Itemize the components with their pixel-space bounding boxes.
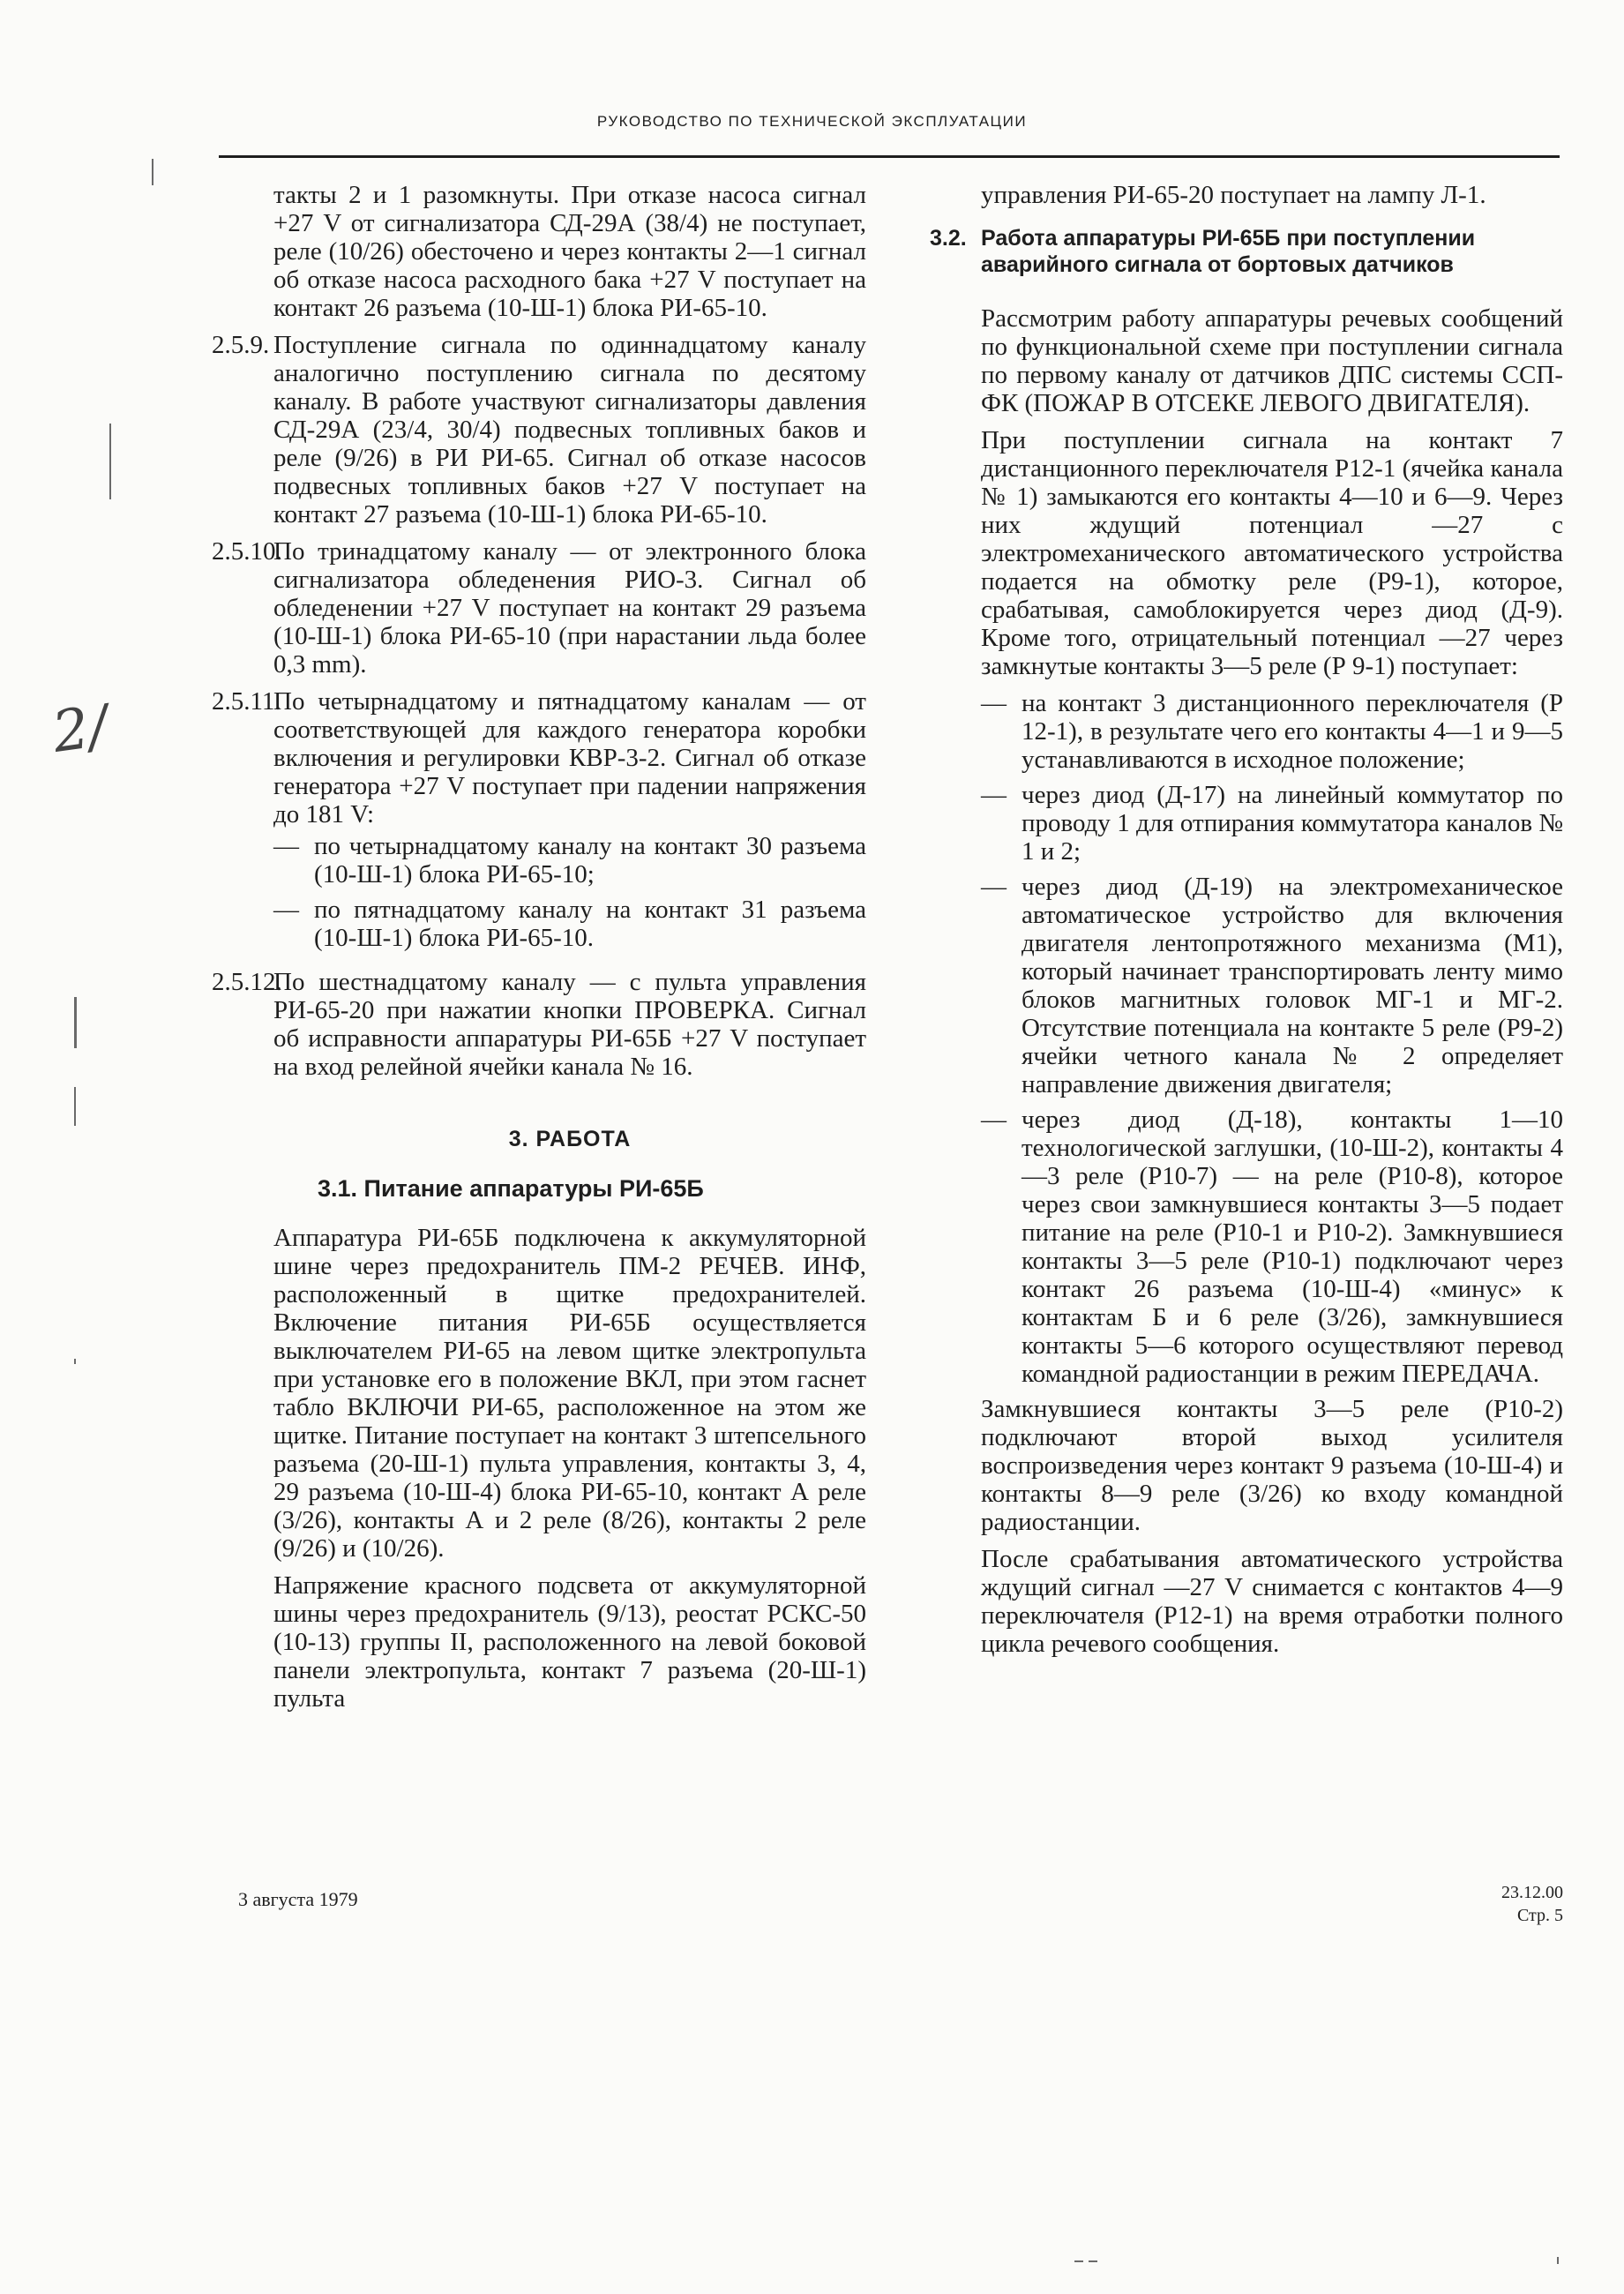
document-header: РУКОВОДСТВО ПО ТЕХНИЧЕСКОЙ ЭКСПЛУАТАЦИИ (596, 113, 1028, 130)
dash-bullet: — (273, 896, 299, 924)
header-rule (219, 155, 1560, 158)
dash-list-item (981, 1106, 1563, 1388)
dash-list-item (981, 873, 1563, 1098)
dash-bullet: — (981, 1106, 1007, 1134)
handwritten-margin-mark: 2/ (49, 693, 113, 766)
dash-bullet: — (273, 832, 299, 860)
item-number: 2.5.9. (212, 331, 270, 359)
subsection-title-3-2 (930, 225, 1563, 278)
left-intro-paragraph: такты 2 и 1 разомкнуты. При отказе насоса сигнал +27 V от сигнализатора СД-29А (38/4) не поступает, реле (10/26) обесточено и через контакты 2—1 сигнал об отказе насоса расходного бака +27 V поступает на контакт 26 разъема (10-Ш-1) блока РИ-65-10. (273, 181, 866, 322)
item-2-5-11-text: По четырнадцатому и пятнадцатому каналам — от соответствующей для каждого генератора коробки включения и регулировки КВР-3-2. Сигнал об отказе генератора +27 V поступает при падении напряжения до 181 V: (273, 687, 866, 828)
item-text: По тринадцатому каналу — от электронного блока сигнализатора обледенения РИО-3. Сигнал об обледенении +27 V поступает на контакт 29 разъема (10-Ш-1) блока РИ-65-10 (при нарастании льда более 0,3 mm). (273, 537, 866, 678)
footer-revision: 23.12.00 (1501, 1883, 1563, 1902)
item-number: 2.5.12. (212, 968, 282, 996)
dash-item-text: на контакт 3 дистанционного переключателя (Р 12-1), в результате чего его контакты 4—1 и 9—5 устанавливаются в исходное положение; (1022, 689, 1563, 774)
right-column (930, 181, 1563, 1667)
margin-bar (74, 1087, 76, 1126)
left-column (212, 181, 866, 1721)
footer-page-info (1411, 1881, 1563, 1927)
margin-bar (109, 424, 111, 499)
dash-item-text: через диод (Д-17) на линейный коммутатор по проводу 1 для отпирания коммутатора каналов № 1 и 2; (1022, 781, 1563, 866)
subsection-number: 3.2. (930, 226, 967, 251)
dash-item-text: по четырнадцатому каналу на контакт 30 разъема (10-Ш-1) блока РИ-65-10; (314, 832, 866, 888)
scan-speck (1557, 2257, 1559, 2264)
section-title: 3. РАБОТА (508, 1127, 632, 1151)
margin-bar (152, 159, 153, 185)
item-text (273, 687, 866, 959)
scan-speck (1089, 2260, 1097, 2262)
subsection-title-3-1: 3.1. Питание аппаратуры РИ-65Б (318, 1175, 704, 1202)
dash-item-text: через диод (Д-19) на электромеханическое автоматическое устройство для включения двигателя лентопротяжного механизма (М1), который начинает транспортировать ленту мимо блоков магнитных головок МГ-1 и МГ-2. Отсутствие потенциала на контакте 5 реле (Р9-2) ячейки четного канала № 2 определяет направление движения двигателя; (1022, 873, 1563, 1098)
footer-page-number: Стр. 5 (1516, 1906, 1563, 1925)
dash-list-item (273, 832, 866, 888)
scan-speck (1074, 2260, 1083, 2262)
dash-list-item (981, 689, 1563, 774)
item-number: 2.5.10. (212, 537, 282, 566)
item-2-5-11 (212, 687, 866, 959)
item-2-5-10 (212, 537, 866, 678)
item-2-5-9 (212, 331, 866, 529)
dash-list-item (273, 896, 866, 952)
dash-item-text: через диод (Д-18), контакты 1—10 технологической заглушки, (10-Ш-2), контакты 4—3 реле (Р10-7) — на реле (Р10-8), которое через свои замкнувшиеся контакты 3—5 подает питание на реле (Р10-1 и Р10-2). Замкнувшиеся контакты 3—5 реле (Р10-1) подключают через контакт 26 разъема (10-Ш-4) «минус» к контактам Б и 6 реле (3/26), замкнувшиеся контакты 5—6 которого осуществляют перевод командной радиостанции в режим ПЕРЕДАЧА. (1022, 1106, 1563, 1388)
item-text: По шестнадцатому каналу — с пульта управления РИ-65-20 при нажатии кнопки ПРОВЕРКА. Сигнал об исправности аппаратуры РИ-65Б +27 V поступает на вход релейной ячейки канала № 16. (273, 968, 866, 1081)
margin-bar (74, 997, 77, 1048)
after-trigger-paragraph: После срабатывания автоматического устройства ждущий сигнал —27 V снимается с контактов 4—9 переключателя (Р12-1) на время отработки полного цикла речевого сообщения. (981, 1545, 1563, 1658)
margin-bar (74, 1359, 76, 1364)
power-paragraph: Аппаратура РИ-65Б подключена к аккумуляторной шине через предохранитель ПМ-2 РЕЧЕВ. ИНФ, расположенный в щитке предохранителей. Включение питания РИ-65Б осуществляется выключателем РИ-65 на левом щитке электропульта при установке его в положение ВКЛ, при этом гаснет табло ВКЛЮЧИ РИ-65, расположенное на этом же щитке. Питание поступает на контакт 3 штепсельного разъема (20-Ш-1) пульта управления, контакты 3, 4, 29 разъема (10-Ш-4) блока РИ-65-10, контакт А реле (3/26), контакты А и 2 реле (8/26), контакты 2 реле (9/26) и (10/26). (273, 1224, 866, 1563)
dash-item-text: по пятнадцатому каналу на контакт 31 разъема (10-Ш-1) блока РИ-65-10. (314, 896, 866, 952)
item-2-5-12 (212, 968, 866, 1081)
right-intro-paragraph: управления РИ-65-20 поступает на лампу Л-1. (981, 181, 1486, 209)
dash-list-item (981, 781, 1563, 866)
consider-paragraph: Рассмотрим работу аппаратуры речевых сообщений по функциональной схеме при поступлении сигнала по первому каналу от датчиков ДПС системы ССП-ФК (ПОЖАР В ОТСЕКЕ ЛЕВОГО ДВИГАТЕЛЯ). (981, 304, 1563, 417)
relay-paragraph: Замкнувшиеся контакты 3—5 реле (Р10-2) подключают второй выход усилителя воспроизведения через контакт 9 разъема (10-Ш-4) и контакты 8—9 реле (3/26) ко входу командной радиостанции. (981, 1395, 1563, 1536)
subsection-text: Работа аппаратуры РИ-65Б при поступлении аварийного сигнала от бортовых датчиков (981, 226, 1476, 277)
dash-bullet: — (981, 781, 1007, 809)
item-number: 2.5.11. (212, 687, 281, 716)
footer-date: 3 августа 1979 (238, 1888, 358, 1910)
backlight-paragraph: Напряжение красного подсвета от аккумуляторной шины через предохранитель (9/13), реостат РСКС-50 (10-13) группы II, расположенного на левой боковой панели электропульта, контакт 7 разъема (20-Ш-1) пульта (273, 1571, 866, 1713)
dash-bullet: — (981, 873, 1007, 901)
dash-bullet: — (981, 689, 1007, 717)
item-text: Поступление сигнала по одиннадцатому каналу аналогично поступлению сигнала по десятому каналу. В работе участвуют сигнализаторы давления СД-29А (23/4, 30/4) подвесных топливных баков и реле (9/26) в РИ РИ-65. Сигнал об отказе насосов подвесных топливных баков +27 V поступает на контакт 27 разъема (10-Ш-1) блока РИ-65-10. (273, 331, 866, 529)
signal-paragraph: При поступлении сигнала на контакт 7 дистанционного переключателя Р12-1 (ячейка канала № 1) замыкаются его контакты 4—10 и 6—9. Через них ждущий потенциал —27 с электромеханического автоматического устройства подается на обмотку реле (Р9-1), которое, срабатывая, самоблокируется через диод (Д-9). Кроме того, отрицательный потенциал —27 через замкнутые контакты 3—5 реле (Р 9-1) поступает: (981, 426, 1563, 680)
